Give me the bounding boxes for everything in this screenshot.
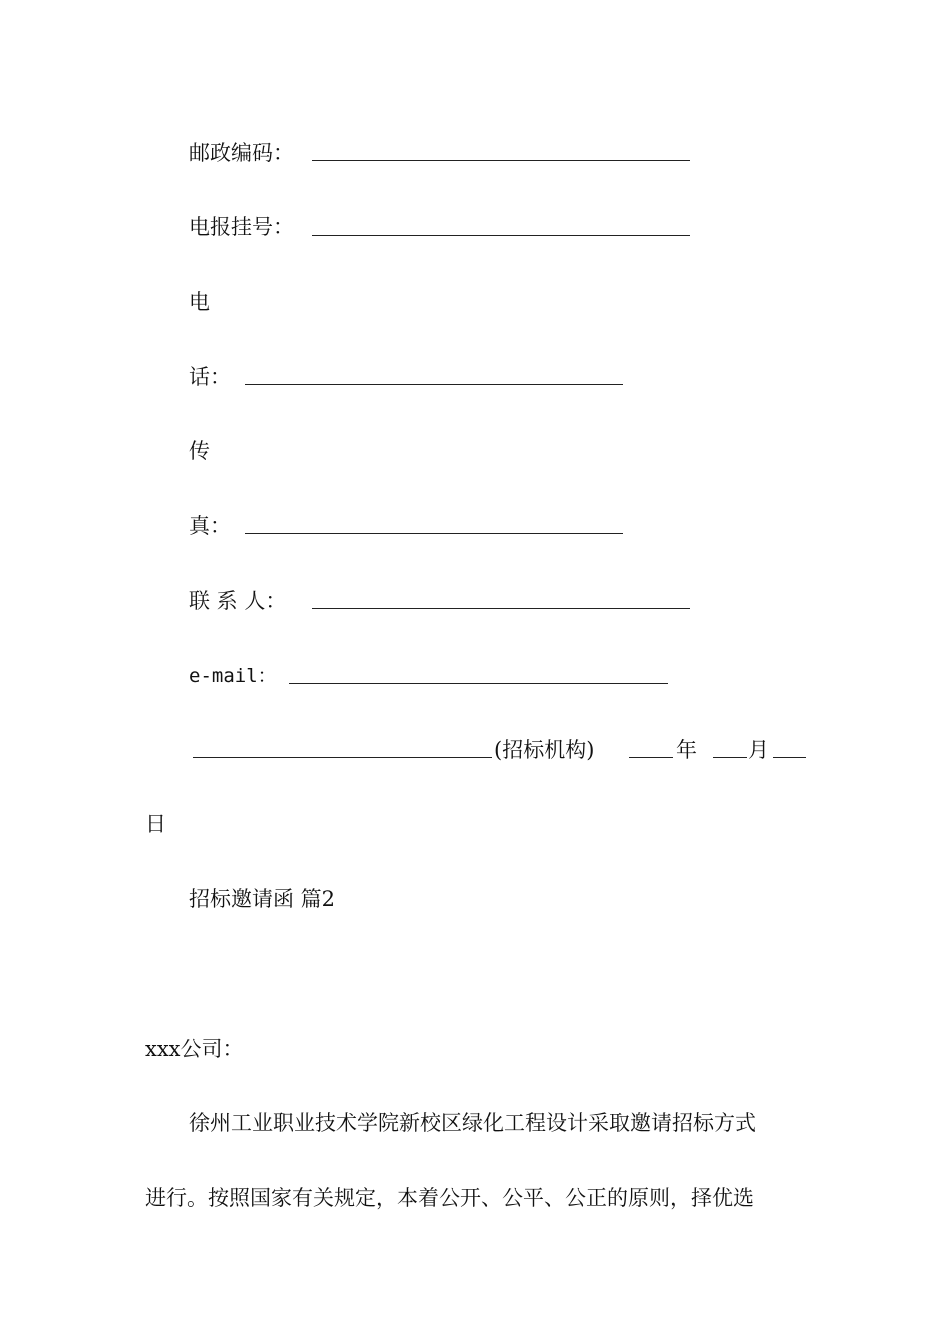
letter-body-line-1: 徐州工业职业技术学院新校区绿化工程设计采取邀请招标方式 [189,1111,756,1135]
fax-label-line2: 真： [189,514,231,538]
fax-label-line1: 传 [189,439,210,463]
email-blank [289,683,668,684]
telegraph-label: 电报挂号： [189,215,294,239]
month-blank [713,757,747,758]
year-blank [629,757,673,758]
telegraph-blank [312,235,690,236]
letter-addressee: xxx公司： [145,1037,244,1061]
email-label: e-mail： [189,665,277,687]
agency-label: (招标机构) [494,738,595,762]
day-blank [773,757,806,758]
fax-blank [245,533,623,534]
postal-code-label: 邮政编码： [189,141,294,165]
phone-label-line2: 话： [189,365,231,389]
contact-blank [312,608,690,609]
postal-code-blank [312,160,690,161]
phone-label-line1: 电 [189,290,210,314]
day-label: 日 [145,812,166,836]
letter-body-line-2: 进行。按照国家有关规定，本着公开、公平、公正的原则，择优选 [145,1186,754,1210]
agency-blank [193,757,492,758]
phone-blank [245,384,623,385]
contact-label: 联 系 人： [189,589,287,613]
month-label: 月 [748,738,769,762]
section-heading: 招标邀请函 篇2 [189,887,336,911]
year-label: 年 [676,738,697,762]
